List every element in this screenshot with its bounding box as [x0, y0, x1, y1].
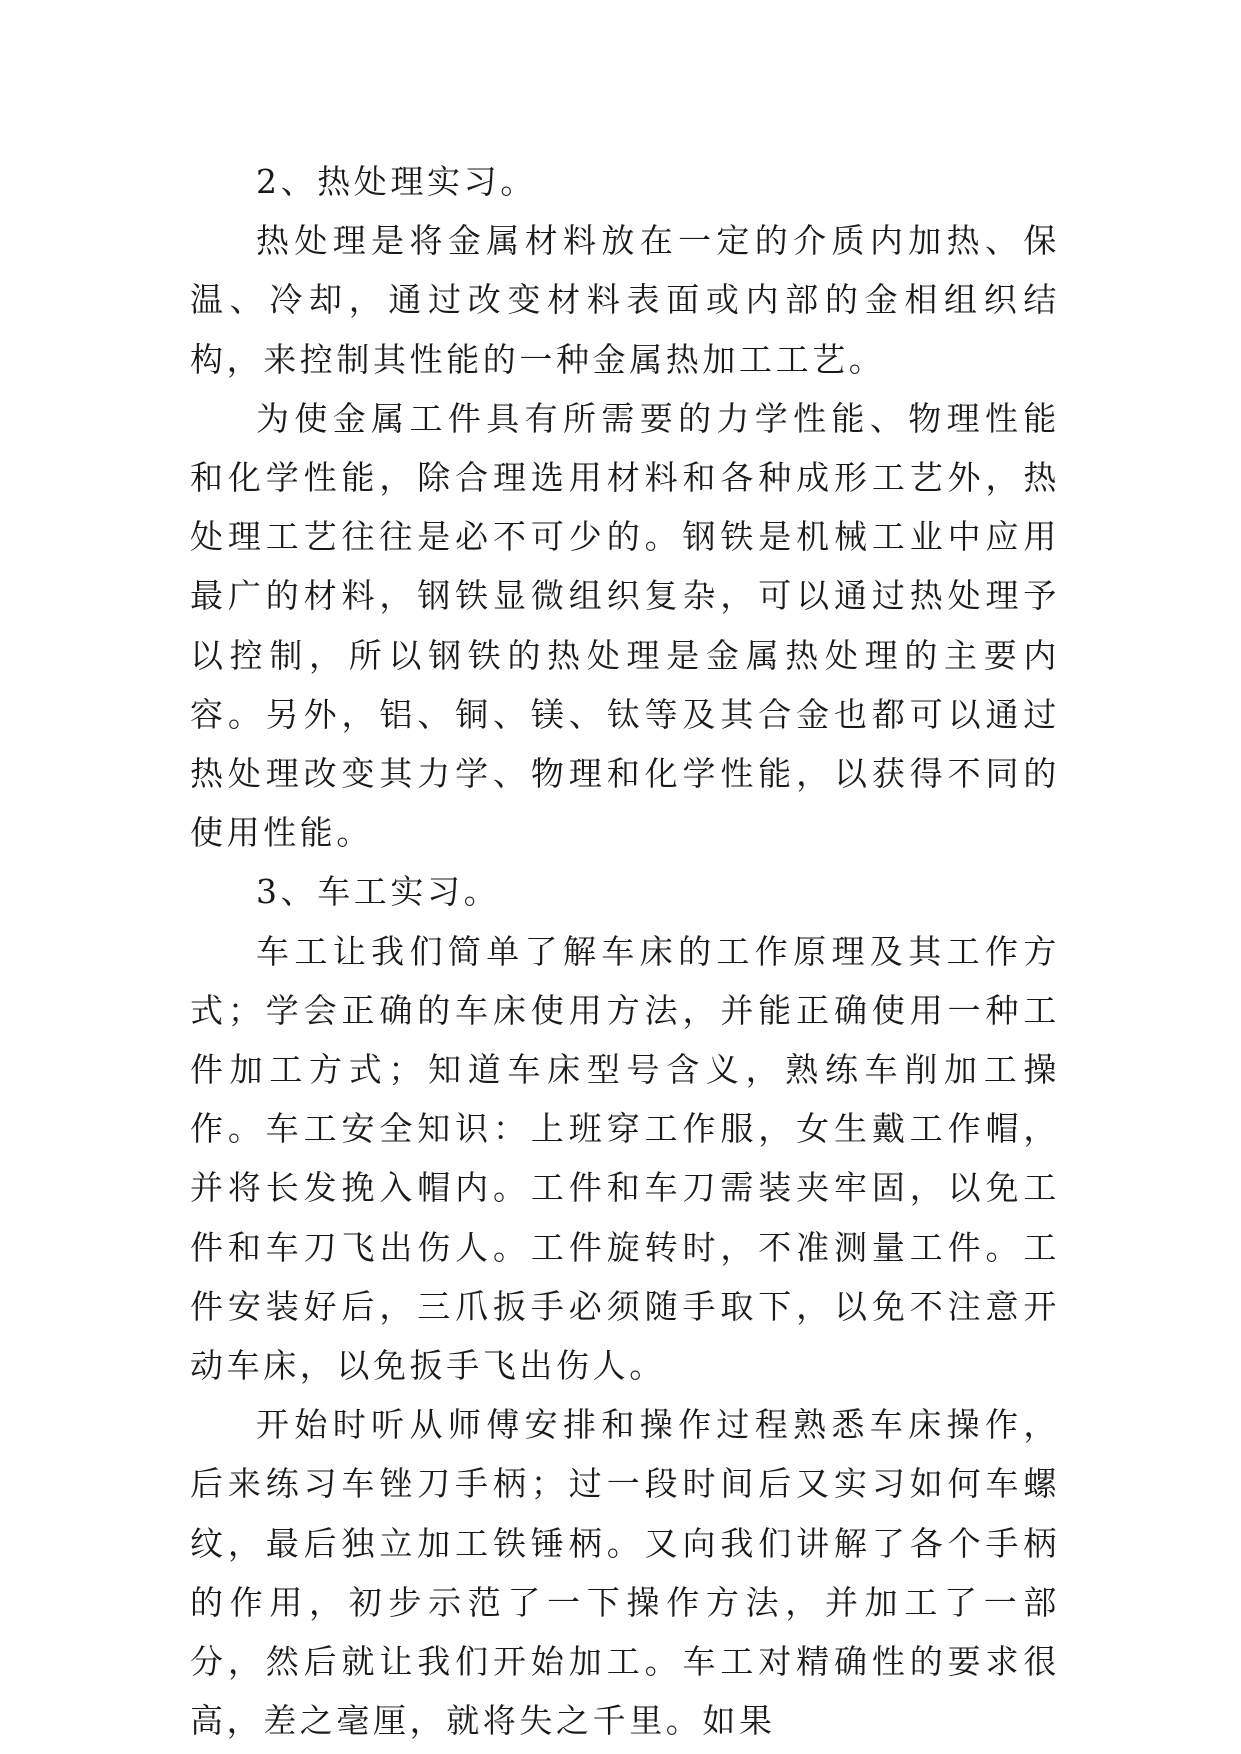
section-heading-lathe-practice: 3、车工实习。	[256, 872, 501, 912]
section-heading-heat-treatment: 2、热处理实习。	[256, 162, 537, 201]
document-body	[190, 152, 1060, 1750]
paragraph-heat-treatment-purpose: 为使金属工件具有所需要的力学性能、物理性能和化学性能，除合理选用材料和各种成形工艺外，热处理工艺往往是必不可少的。钢铁是机械工业中应用最广的材料，钢铁显微组织复杂，可以通过热处理予以控制，所以钢铁的热处理是金属热处理的主要内容。另外，铝、铜、镁、钛等及其合金也都可以通过热处理改变其力学、物理和化学性能，以获得不同的使用性能。	[190, 398, 1060, 853]
paragraph-heat-treatment-definition: 热处理是将金属材料放在一定的介质内加热、保温、冷却，通过改变材料表面或内部的金相组织结构，来控制其性能的一种金属热加工工艺。	[190, 221, 1060, 379]
paragraph-lathe-safety: 车工让我们简单了解车床的工作原理及其工作方式；学会正确的车床使用方法，并能正确使用一种工件加工方式；知道车床型号含义，熟练车削加工操作。车工安全知识：上班穿工作服，女生戴工作帽，并将长发挽入帽内。工件和车刀需装夹牢固，以免工件和车刀飞出伤人。工件旋转时，不准测量工件。工件安装好后，三爪扳手必须随手取下，以免不注意开动车床，以免扳手飞出伤人。	[190, 931, 1060, 1386]
paragraph-lathe-process: 开始时听从师傅安排和操作过程熟悉车床操作，后来练习车锉刀手柄；过一段时间后又实习如何车螺纹，最后独立加工铁锤柄。又向我们讲解了各个手柄的作用，初步示范了一下操作方法，并加工了一部分，然后就让我们开始加工。车工对精确性的要求很高，差之毫厘，就将失之千里。如果	[190, 1405, 1060, 1741]
